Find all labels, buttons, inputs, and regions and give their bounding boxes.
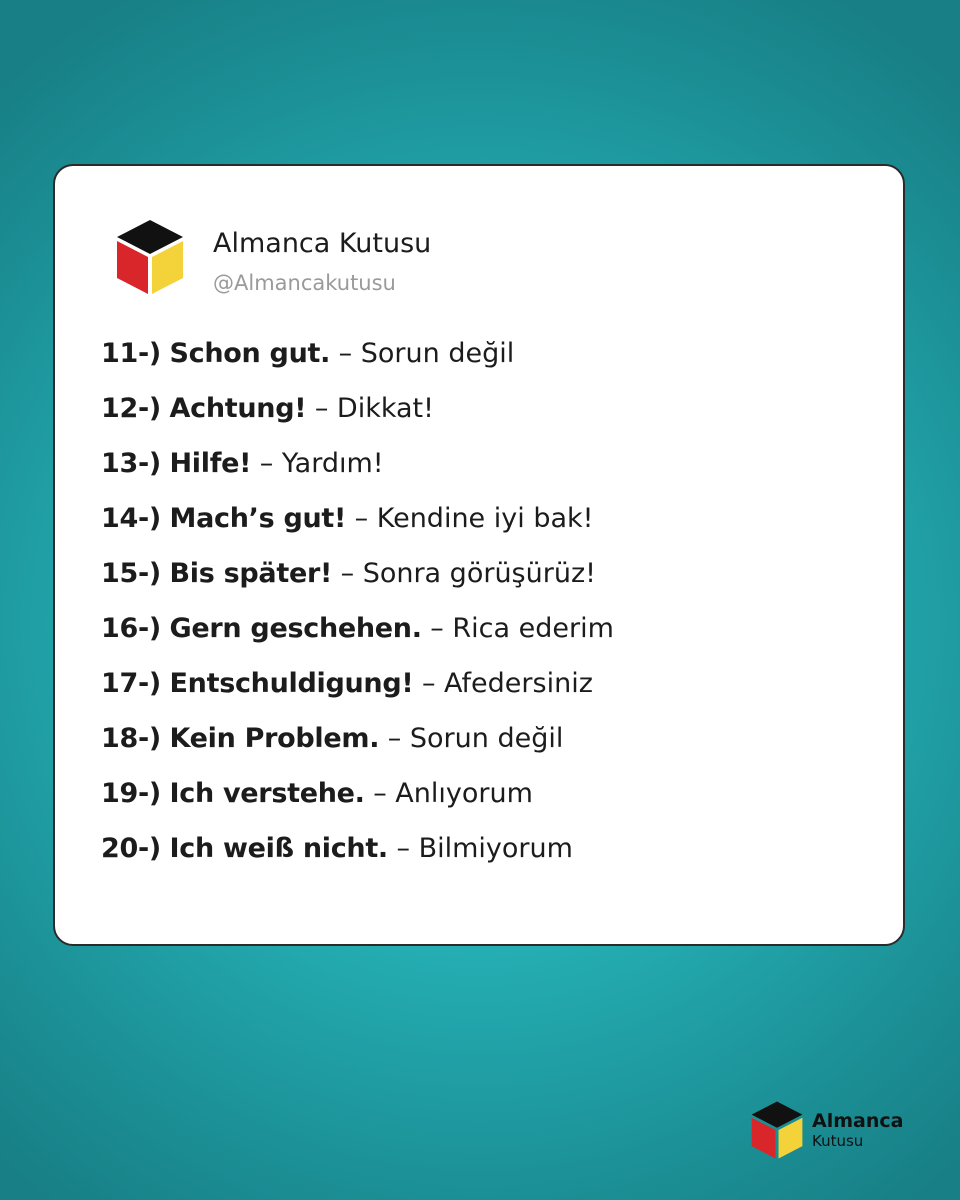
phrase-german: Gern geschehen. <box>169 613 422 644</box>
phrase-german: Achtung! <box>169 393 307 424</box>
phrase-separator: – <box>354 503 369 534</box>
phrase-number: 13-) <box>101 448 161 479</box>
phrase-item <box>101 609 614 664</box>
phrase-turkish: Afedersiniz <box>444 668 593 699</box>
phrase-separator: – <box>396 833 410 864</box>
phrase-turkish: Sorun değil <box>360 338 515 369</box>
phrase-turkish: Bilmiyorum <box>418 833 573 864</box>
phrase-item <box>101 664 614 719</box>
phrase-number: 14-) <box>101 503 161 534</box>
phrase-number: 17-) <box>101 668 161 699</box>
phrase-number: 12-) <box>101 393 161 424</box>
phrase-item <box>101 444 614 499</box>
phrase-german: Schon gut. <box>169 338 331 369</box>
phrase-german: Ich weiß nicht. <box>169 833 388 864</box>
phrase-item <box>101 719 614 774</box>
phrase-item <box>101 554 614 609</box>
phrase-separator: – <box>338 338 353 369</box>
phrase-item <box>101 774 614 829</box>
phrase-separator: – <box>421 668 436 699</box>
phrase-german: Bis später! <box>169 558 332 589</box>
phrase-number: 11-) <box>101 338 161 369</box>
brand-watermark <box>750 1100 910 1162</box>
brand-name-line1: Almanca <box>812 1110 904 1132</box>
phrase-number: 20-) <box>101 833 161 864</box>
phrase-separator: – <box>387 723 402 754</box>
phrase-turkish: Sorun değil <box>409 723 564 754</box>
phrase-german: Hilfe! <box>169 448 252 479</box>
phrase-turkish: Anlıyorum <box>395 778 533 809</box>
phrase-number: 19-) <box>101 778 161 809</box>
phrase-turkish: Yardım! <box>281 448 384 479</box>
phrase-item <box>101 334 614 389</box>
phrase-item <box>101 829 614 884</box>
profile-name: Almanca Kutusu <box>213 228 432 259</box>
phrase-turkish: Sonra görüşürüz! <box>362 558 596 589</box>
phrase-item <box>101 499 614 554</box>
phrase-separator: – <box>340 558 355 589</box>
phrase-turkish: Dikkat! <box>336 393 434 424</box>
phrase-german: Mach’s gut! <box>169 503 347 534</box>
phrase-german: Kein Problem. <box>169 723 380 754</box>
brand-name-line2: Kutusu <box>812 1132 864 1150</box>
cube-logo-icon <box>115 218 185 296</box>
phrase-separator: – <box>373 778 387 809</box>
profile-handle: @Almancakutusu <box>213 271 396 295</box>
phrase-separator: – <box>314 393 329 424</box>
phrase-number: 15-) <box>101 558 161 589</box>
phrase-turkish: Rica ederim <box>452 613 614 644</box>
phrase-turkish: Kendine iyi bak! <box>376 503 594 534</box>
phrase-separator: – <box>430 613 444 644</box>
phrase-german: Entschuldigung! <box>169 668 414 699</box>
phrase-separator: – <box>259 448 274 479</box>
phrase-list <box>101 334 614 884</box>
cube-logo-icon <box>750 1100 804 1160</box>
phrase-number: 16-) <box>101 613 161 644</box>
post-card <box>53 164 905 946</box>
phrase-german: Ich verstehe. <box>169 778 365 809</box>
phrase-number: 18-) <box>101 723 161 754</box>
phrase-item <box>101 389 614 444</box>
